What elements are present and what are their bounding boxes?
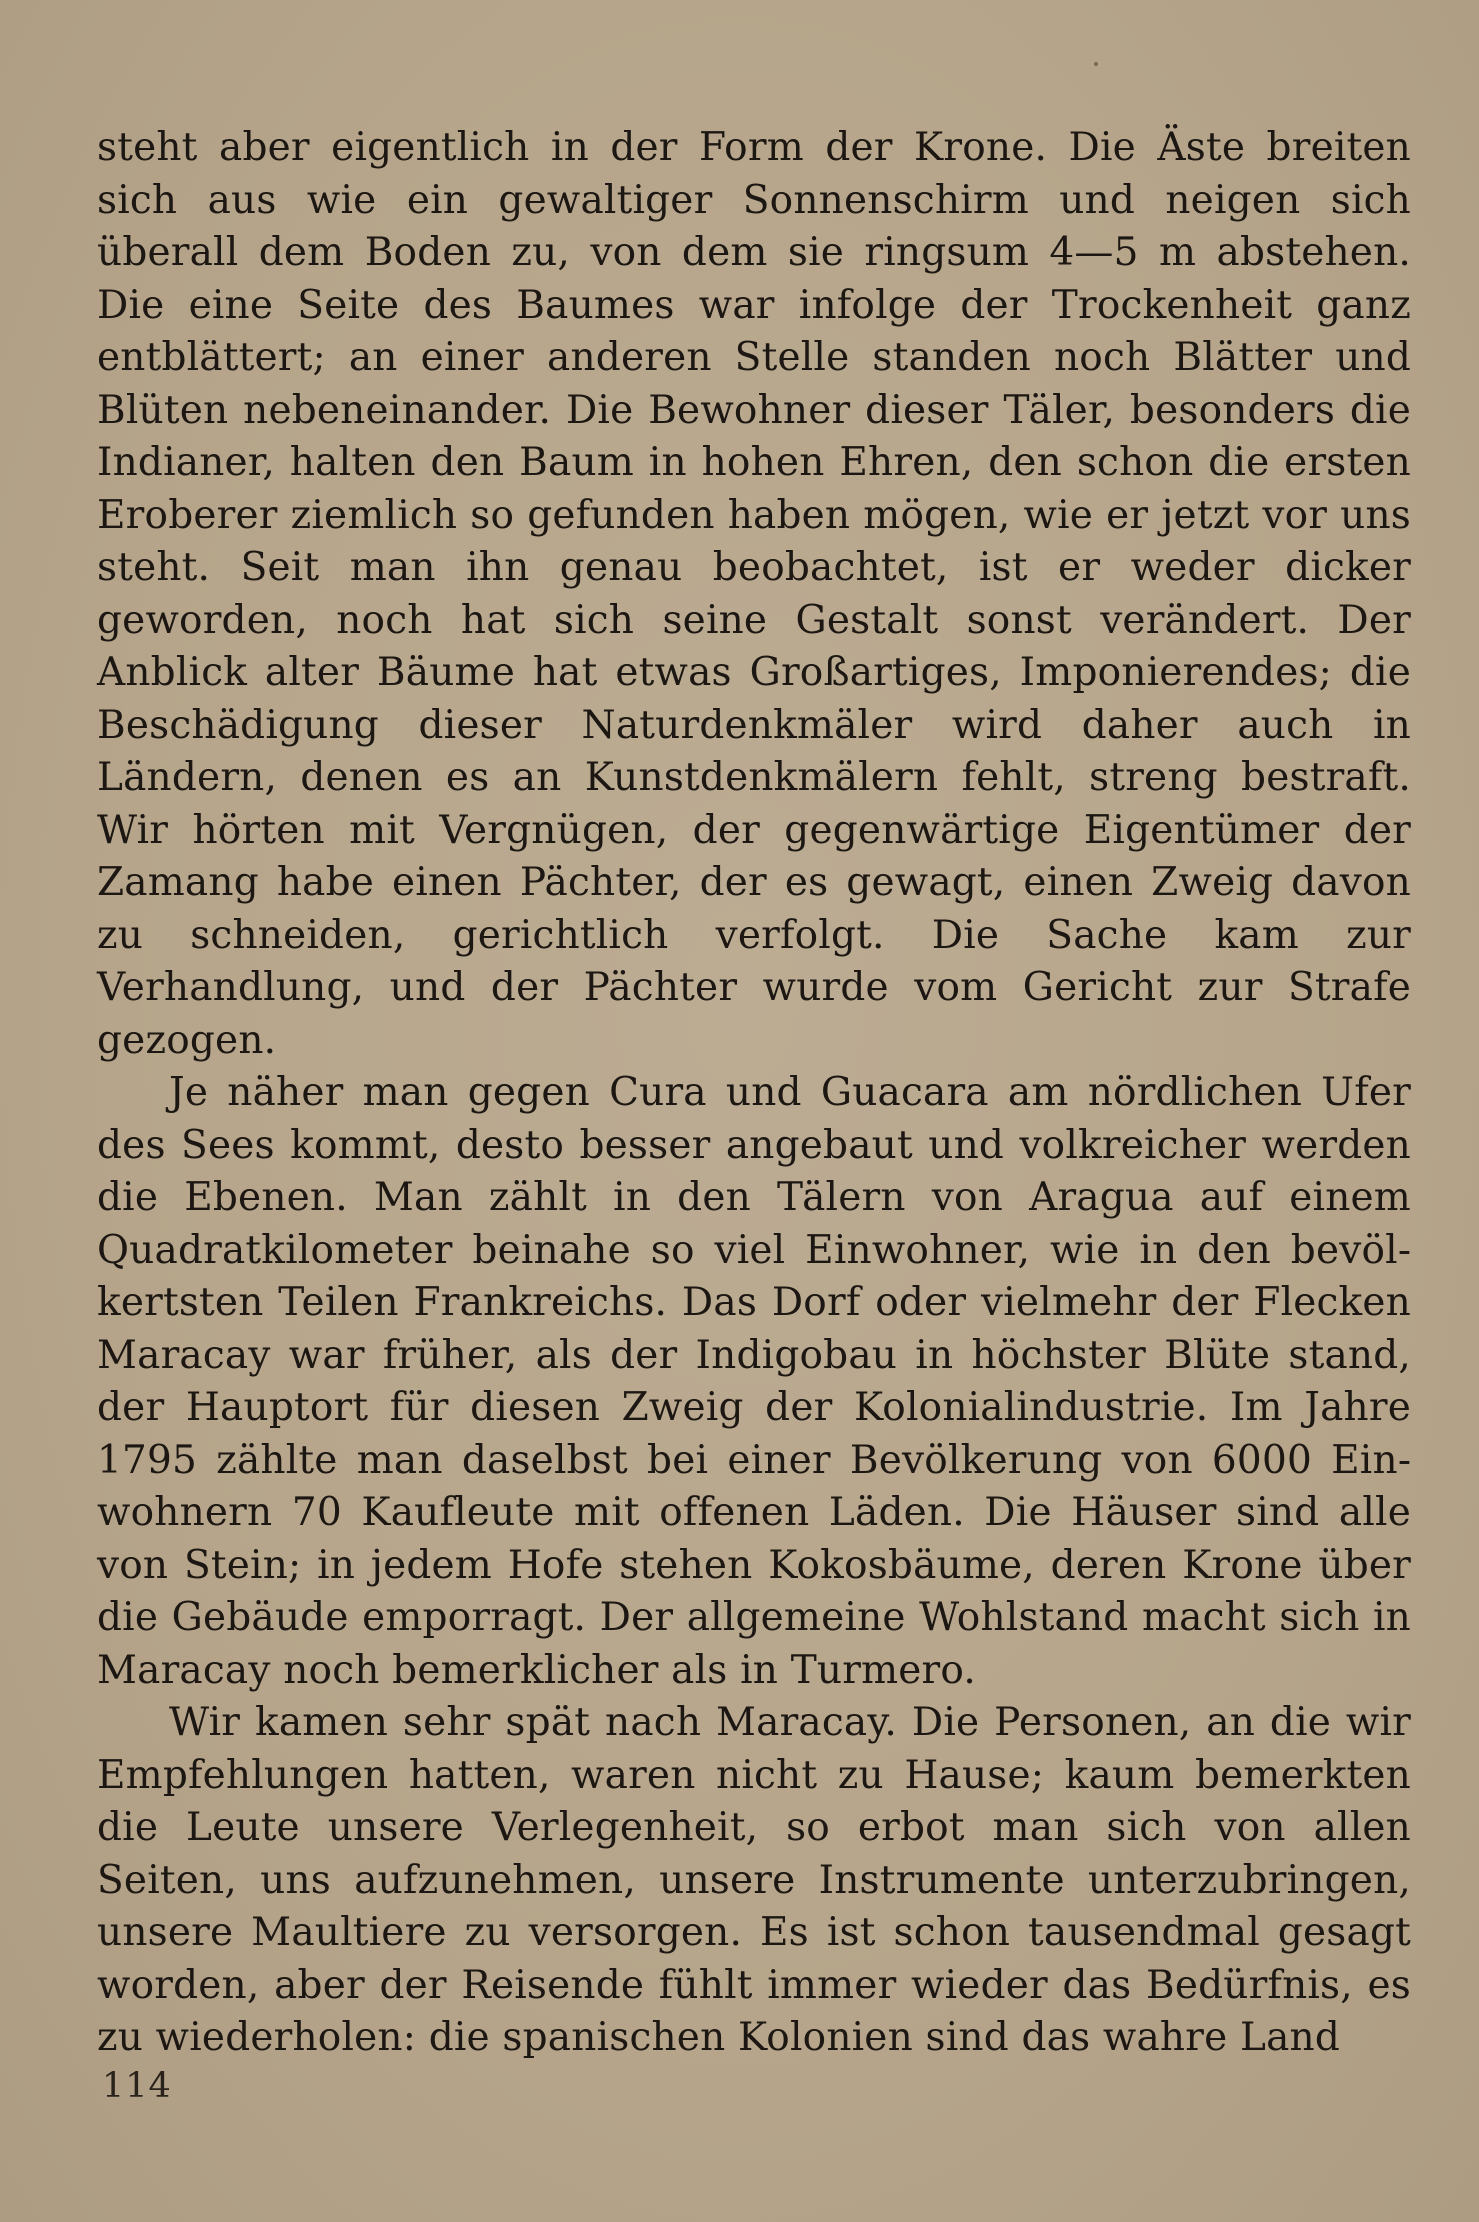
paper-speck xyxy=(1094,62,1098,66)
paragraph: Wir kamen sehr spät nach Maracay. Die Personen, an die wir Empfehlungen hatten, waren nicht zu Hause; kaum bemerkten die Leute unsere Verlegenheit, so erbot man sich von allen Seiten, uns aufzunehmen, unsere Instrumente unterzubringen, unsere Maultiere zu versorgen. Es ist schon tausendmal gesagt worden, aber der Reisende fühlt immer wieder das Bedürfnis, es zu wiederholen: die spanischen Kolonien sind das wahre Land xyxy=(97,1700,1411,2060)
paragraph: Je näher man gegen Cura und Guacara am nördlichen Ufer des Sees kommt, desto besser angebaut und volkreicher werden die Ebenen. Man zählt in den Tälern von Aragua auf einem Quadratkilometer beinahe so viel Einwohner, wie in den bevölkertsten Teilen Frankreichs. Das Dorf oder vielmehr der Flecken Maracay war früher, als der Indigobau in höchster Blüte stand, der Hauptort für diesen Zweig der Kolonialindustrie. Im Jahre 1795 zählte man daselbst bei einer Bevölkerung von 6000 Einwohnern 70 Kaufleute mit offenen Läden. Die Häuser sind alle von Stein; in jedem Hofe stehen Kokosbäume, deren Krone über die Gebäude emporragt. Der allgemeine Wohlstand macht sich in Maracay noch bemerklicher als in Turmero. xyxy=(97,1070,1411,1693)
paragraph-continued: steht aber eigentlich in der Form der Krone. Die Äste breiten sich aus wie ein gewaltiger Sonnenschirm und neigen sich überall dem Boden zu, von dem sie ringsum 4—5 m abstehen. Die eine Seite des Baumes war infolge der Trockenheit ganz entblättert; an einer anderen Stelle standen noch Blätter und Blüten nebeneinander. Die Bewohner dieser Täler, besonders die Indianer, halten den Baum in hohen Ehren, den schon die ersten Eroberer ziemlich so gefunden haben mögen, wie er jetzt vor uns steht. Seit man ihn genau beobachtet, ist er weder dicker geworden, noch hat sich seine Gestalt sonst verändert. Der Anblick alter Bäume hat etwas Großartiges, Imponierendes; die Beschädigung dieser Naturdenkmäler wird daher auch in Ländern, denen es an Kunstdenkmälern fehlt, streng bestraft. Wir hörten mit Vergnügen, der gegenwärtige Eigentümer der Zamang habe einen Pächter, der es gewagt, einen Zweig davon zu schneiden, gerichtlich verfolgt. Die Sache kam zur Verhandlung, und der Pächter wurde vom Gericht zur Strafe gezogen. xyxy=(97,125,1411,1063)
body-text xyxy=(97,122,1411,2065)
page-number: 114 xyxy=(102,2066,172,2106)
